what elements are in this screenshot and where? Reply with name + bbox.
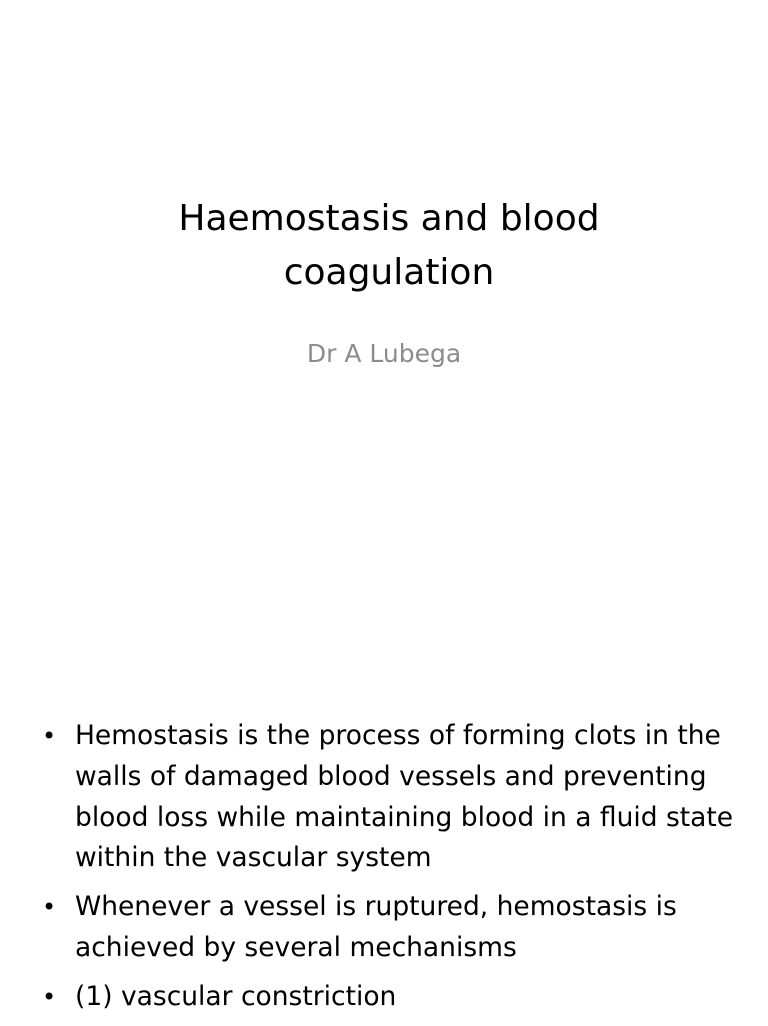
bullet-list xyxy=(42,716,742,1026)
slide-subtitle-author: Dr A Lubega xyxy=(306,339,462,368)
bullet-text: Hemostasis is the process of forming clots in the walls of damaged blood vessels and preventing blood loss while maintaining blood in a fluid state within the vascular system xyxy=(75,720,734,874)
bullet-icon: • xyxy=(42,722,57,750)
bullet-icon: • xyxy=(42,893,57,922)
bullet-item xyxy=(42,887,742,969)
bullet-icon: • xyxy=(42,982,57,1011)
bullet-text: (1) vascular constriction xyxy=(75,980,397,1012)
bullet-item xyxy=(42,977,742,1018)
content-slide xyxy=(0,576,768,1024)
bullet-text: Whenever a vessel is ruptured, hemostasis is achieved by several mechanisms xyxy=(75,891,677,963)
bullet-item xyxy=(42,716,742,879)
slide-title: Haemostasis and blood coagulation xyxy=(178,198,600,293)
